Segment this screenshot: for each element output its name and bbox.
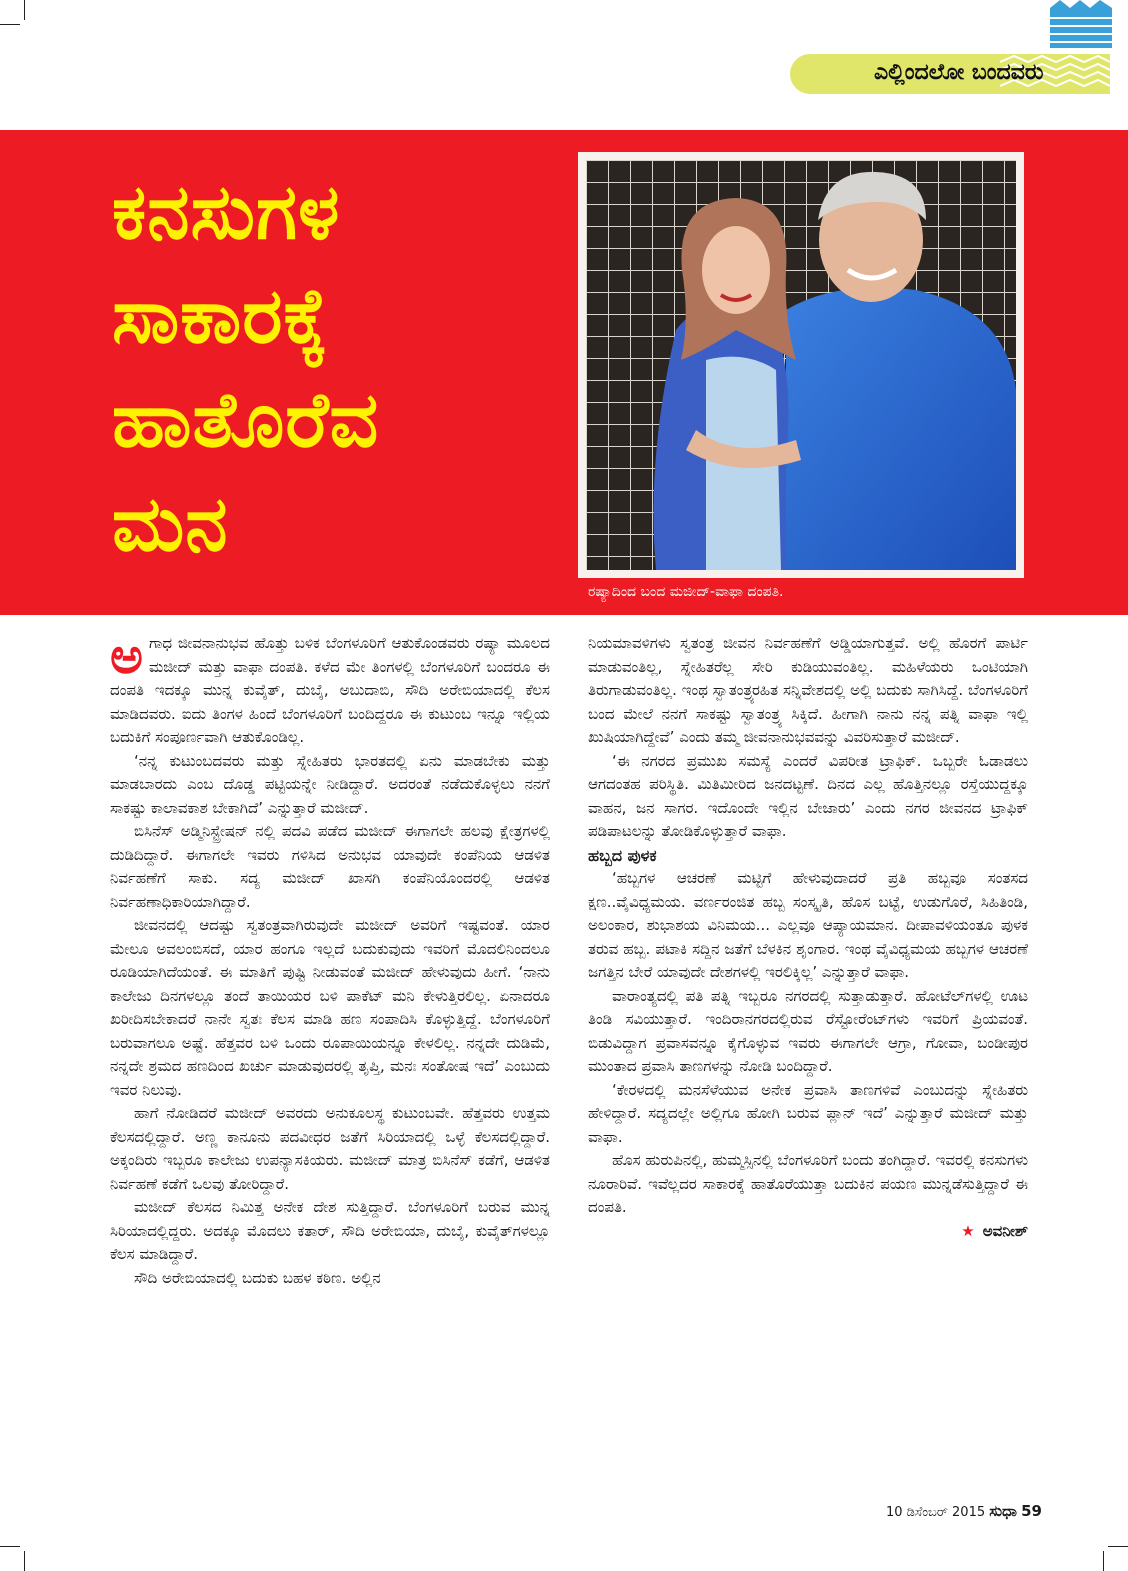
crop-mark bbox=[0, 1546, 20, 1547]
crop-mark bbox=[1103, 1551, 1104, 1571]
article-paragraph: ‘ಹಬ್ಬಗಳ ಆಚರಣೆ ಮಟ್ಟಿಗೆ ಹೇಳುವುದಾದರೆ ಪ್ರತಿ ಹಬ್ಬವೂ ಸಂತಸದ ಕ್ಷಣ..ವೈವಿಧ್ಯಮಯ. ವರ್ಣರಂಜಿತ ಹಬ್ಬ ಸಂಸ್ಕೃತಿ, ಹೊಸ ಬಟ್ಟೆ, ಉಡುಗೊರೆ, ಸಿಹಿತಿಂಡಿ, ಅಲಂಕಾರ, ಶುಭಾಶಯ ವಿನಿಮಯ... ಎಲ್ಲವೂ ಆಪ್ಯಾಯಮಾನ. ದೀಪಾವಳಿಯಂತೂ ಪುಳಕ ತರುವ ಹಬ್ಬ. ಪಟಾಕಿ ಸದ್ದಿನ ಜತೆಗೆ ಬೆಳಕಿನ ಶೃಂಗಾರ. ಇಂಥ ವೈವಿಧ್ಯಮಯ ಹಬ್ಬಗಳ ಆಚರಣೆ ಜಗತ್ತಿನ ಬೇರೆ ಯಾವುದೇ ದೇಶಗಳಲ್ಲಿ ಇರಲಿಕ್ಕಿಲ್ಲ’ ಎನ್ನುತ್ತಾರೆ ವಾಫಾ. bbox=[588, 869, 1028, 981]
page-footer bbox=[886, 1502, 1042, 1520]
article-paragraph: ‘ಈ ನಗರದ ಪ್ರಮುಖ ಸಮಸ್ಯೆ ಎಂದರೆ ವಿಪರೀತ ಟ್ರಾಫಿಕ್. ಒಬ್ಬರೇ ಓಡಾಡಲು ಆಗದಂತಹ ಪರಿಸ್ಥಿತಿ. ಮಿತಿಮೀರಿದ ಜನದಟ್ಟಣೆ. ದಿನದ ಎಲ್ಲ ಹೊತ್ತಿನಲ್ಲೂ ರಸ್ತೆಯುದ್ದಕ್ಕೂ ವಾಹನ, ಜನ ಸಾಗರ. ಇದೊಂದೇ ಇಲ್ಲಿನ ಬೇಜಾರು’ ಎಂದು ನಗರ ಜೀವನದ ಟ್ರಾಫಿಕ್ ಪಡಿಪಾಟಲನ್ನು ತೋಡಿಕೊಳ್ಳುತ್ತಾರೆ ವಾಫಾ. bbox=[588, 751, 1028, 840]
paragraph-text: ಗಾಧ ಜೀವನಾನುಭವ ಹೊತ್ತು ಬಳಿಕ ಬೆಂಗಳೂರಿಗೆ ಆತುಕೊಂಡವರು ರಷ್ಯಾ ಮೂಲದ ಮಜೀದ್ ಮತ್ತು ವಾಫಾ ದಂಪತಿ. ಕಳೆದ ಮೇ ತಿಂಗಳಲ್ಲಿ ಬೆಂಗಳೂರಿಗೆ ಬಂದರೂ ಈ ದಂಪತಿ ಇದಕ್ಕೂ ಮುನ್ನ ಕುವೈತ್, ದುಬೈ, ಅಬುದಾಬಿ, ಸೌದಿ ಅರೇಬಿಯಾದಲ್ಲಿ ಕೆಲಸ ಮಾಡಿದವರು. ಐದು ತಿಂಗಳ ಹಿಂದೆ ಬೆಂಗಳೂರಿಗೆ ಬಂದಿದ್ದರೂ ಈ ಕುಟುಂಬ ಇನ್ನೂ ಇಲ್ಲಿಯ ಬದುಕಿಗೆ ಸಂಪೂರ್ಣವಾಗಿ ಆತುಕೊಂಡಿಲ್ಲ. bbox=[110, 634, 550, 746]
headline-line: ಮನ bbox=[112, 479, 229, 568]
section-tag-label: ಎಲ್ಲಿಂದಲೋ ಬಂದವರು bbox=[874, 60, 1044, 85]
article-column-right bbox=[588, 632, 1028, 1243]
star-icon: ★ bbox=[961, 1221, 975, 1240]
crop-mark bbox=[24, 1551, 25, 1571]
magazine-name: ಸುಧಾ bbox=[989, 1502, 1017, 1520]
page-number: 59 bbox=[1021, 1502, 1042, 1520]
author-byline bbox=[588, 1220, 1028, 1244]
article-paragraph: ಹಾಗೆ ನೋಡಿದರೆ ಮಜೀದ್ ಅವರದು ಅನುಕೂಲಸ್ಥ ಕುಟುಂಬವೇ. ಹೆತ್ತವರು ಉತ್ತಮ ಕೆಲಸದಲ್ಲಿದ್ದಾರೆ. ಅಣ್ಣ ಕಾನೂನು ಪದವೀಧರ ಜತೆಗೆ ಸಿರಿಯಾದಲ್ಲಿ ಒಳ್ಳೆ ಕೆಲಸದಲ್ಲಿದ್ದಾರೆ. ಅಕ್ಕಂದಿರು ಇಬ್ಬರೂ ಕಾಲೇಜು ಉಪನ್ಯಾಸಕಿಯರು. ಮಜೀದ್ ಮಾತ್ರ ಬಿಸಿನೆಸ್ ಕಡೆಗೆ, ಆಡಳಿತ ನಿರ್ವಹಣೆ ಕಡೆಗೆ ಒಲವು ತೋರಿದ್ದಾರೆ. bbox=[110, 1104, 550, 1193]
drop-cap: ಅ bbox=[110, 627, 143, 685]
article-column-left bbox=[110, 627, 550, 1290]
article-paragraph: ಹೊಸ ಹುರುಪಿನಲ್ಲಿ, ಹುಮ್ಮಸ್ಸಿನಲ್ಲಿ ಬೆಂಗಳೂರಿಗೆ ಬಂದು ತಂಗಿದ್ದಾರೆ. ಇವರಲ್ಲಿ ಕನಸುಗಳು ನೂರಾರಿವೆ. ಇವೆಲ್ಲದರ ಸಾಕಾರಕ್ಕೆ ಹಾತೊರೆಯುತ್ತಾ ಬದುಕಿನ ಪಯಣ ಮುನ್ನಡೆಸುತ್ತಿದ್ದಾರೆ ಈ ದಂಪತಿ. bbox=[588, 1151, 1028, 1216]
article-paragraph: ‘ಕೇರಳದಲ್ಲಿ ಮನಸೆಳೆಯುವ ಅನೇಕ ಪ್ರವಾಸಿ ತಾಣಗಳಿವೆ ಎಂಬುದನ್ನು ಸ್ನೇಹಿತರು ಹೇಳಿದ್ದಾರೆ. ಸದ್ಯದಲ್ಲೇ ಅಲ್ಲಿಗೂ ಹೋಗಿ ಬರುವ ಪ್ಲಾನ್ ಇದೆ’ ಎನ್ನುತ್ತಾರೆ ಮಜೀದ್ ಮತ್ತು ವಾಫಾ. bbox=[588, 1080, 1028, 1146]
issue-date: 10 ಡಿಸೆಂಬರ್ 2015 bbox=[885, 1505, 986, 1520]
article-paragraph: ಬಿಸಿನೆಸ್ ಅಡ್ಮಿನಿಸ್ಟ್ರೇಷನ್ ನಲ್ಲಿ ಪದವಿ ಪಡೆದ ಮಜೀದ್ ಈಗಾಗಲೇ ಹಲವು ಕ್ಷೇತ್ರಗಳಲ್ಲಿ ದುಡಿದಿದ್ದಾರೆ. ಈಗಾಗಲೇ ಇವರು ಗಳಿಸಿದ ಅನುಭವ ಯಾವುದೇ ಕಂಪೆನಿಯ ಆಡಳಿತ ನಿರ್ವಹಣೆಗೆ ಸಾಕು. ಸದ್ಯ ಮಜೀದ್ ಖಾಸಗಿ ಕಂಪೆನಿಯೊಂದರಲ್ಲಿ ಆಡಳಿತ ನಿರ್ವಹಣಾಧಿಕಾರಿಯಾಗಿದ್ದಾರೆ. bbox=[110, 822, 550, 911]
article-subheading: ಹಬ್ಬದ ಪುಳಕ bbox=[588, 845, 657, 865]
section-tag bbox=[790, 54, 1110, 94]
crop-mark bbox=[1108, 1546, 1128, 1547]
article-paragraph: ನಿಯಮಾವಳಿಗಳು ಸ್ವತಂತ್ರ ಜೀವನ ನಿರ್ವಹಣೆಗೆ ಅಡ್ಡಿಯಾಗುತ್ತವೆ. ಅಲ್ಲಿ ಹೊರಗೆ ಪಾರ್ಟಿ ಮಾಡುವಂತಿಲ್ಲ, ಸ್ನೇಹಿತರೆಲ್ಲ ಸೇರಿ ಕುಡಿಯುವಂತಿಲ್ಲ. ಮಹಿಳೆಯರು ಒಂಟಿಯಾಗಿ ತಿರುಗಾಡುವಂತಿಲ್ಲ. ಇಂಥ ಸ್ವಾತಂತ್ರ್ಯರಹಿತ ಸನ್ನಿವೇಶದಲ್ಲಿ ಅಲ್ಲಿ ಬದುಕು ಸಾಗಿಸಿದ್ದೆ. ಬೆಂಗಳೂರಿಗೆ ಬಂದ ಮೇಲೆ ನನಗೆ ಸಾಕಷ್ಟು ಸ್ವಾತಂತ್ರ್ಯ ಸಿಕ್ಕಿದೆ. ಹೀಗಾಗಿ ನಾನು ನನ್ನ ಪತ್ನಿ ವಾಫಾ ಇಲ್ಲಿ ಖುಷಿಯಾಗಿದ್ದೇವೆ’ ಎಂದು ತಮ್ಮ ಜೀವನಾನುಭವವನ್ನು ವಿವರಿಸುತ್ತಾರೆ ಮಜೀದ್. bbox=[588, 634, 1028, 746]
article-paragraph bbox=[110, 627, 550, 750]
article-paragraph: ವಾರಾಂತ್ಯದಲ್ಲಿ ಪತಿ ಪತ್ನಿ ಇಬ್ಬರೂ ನಗರದಲ್ಲಿ ಸುತ್ತಾಡುತ್ತಾರೆ. ಹೋಟೆಲ್‌ಗಳಲ್ಲಿ ಊಟ ತಿಂಡಿ ಸವಿಯುತ್ತಾರೆ. ಇಂದಿರಾನಗರದಲ್ಲಿರುವ ರೆಸ್ಟೋರೆಂಟ್‌ಗಳು ಇವರಿಗೆ ಪ್ರಿಯವಂತೆ. ಬಿಡುವಿದ್ದಾಗ ಪ್ರವಾಸವನ್ನೂ ಕೈಗೊಳ್ಳುವ ಇವರು ಈಗಾಗಲೇ ಆಗ್ರಾ, ಗೋವಾ, ಬಂಡೀಪುರ ಮುಂತಾದ ಪ್ರವಾಸಿ ತಾಣಗಳನ್ನು ನೋಡಿ ಬಂದಿದ್ದಾರೆ. bbox=[588, 986, 1028, 1075]
article-paragraph: ಮಜೀದ್ ಕೆಲಸದ ನಿಮಿತ್ತ ಅನೇಕ ದೇಶ ಸುತ್ತಿದ್ದಾರೆ. ಬೆಂಗಳೂರಿಗೆ ಬರುವ ಮುನ್ನ ಸಿರಿಯಾದಲ್ಲಿದ್ದರು. ಅದಕ್ಕೂ ಮೊದಲು ಕತಾರ್, ಸೌದಿ ಅರೇಬಿಯಾ, ದುಬೈ, ಕುವೈತ್‌ಗಳಲ್ಲೂ ಕೆಲಸ ಮಾಡಿದ್ದಾರೆ. bbox=[110, 1198, 550, 1263]
headline-line: ಕನಸುಗಳ bbox=[112, 167, 341, 256]
crop-mark bbox=[24, 0, 25, 20]
couple-photo bbox=[586, 160, 1016, 570]
article-paragraph: ಜೀವನದಲ್ಲಿ ಆದಷ್ಟು ಸ್ವತಂತ್ರವಾಗಿರುವುದೇ ಮಜೀದ್ ಅವರಿಗೆ ಇಷ್ಟವಂತೆ. ಯಾರ ಮೇಲೂ ಅವಲಂಬಿಸದೆ, ಯಾರ ಹಂಗೂ ಇಲ್ಲದೆ ಬದುಕುವುದು ಇವರಿಗೆ ಮೊದಲಿನಿಂದಲೂ ರೂಡಿಯಾಗಿದೆಯಂತೆ. ಈ ಮಾತಿಗೆ ಪುಷ್ಟಿ ನೀಡುವಂತೆ ಮಜೀದ್ ಹೇಳುವುದು ಹೀಗೆ. ‘ನಾನು ಕಾಲೇಜು ದಿನಗಳಲ್ಲೂ ತಂದೆ ತಾಯಿಯರ ಬಳಿ ಪಾಕೆಟ್ ಮನಿ ಕೇಳುತ್ತಿರಲಿಲ್ಲ. ಏನಾದರೂ ಖರೀದಿಸಬೇಕಾದರೆ ನಾನೇ ಸ್ವತಃ ಕೆಲಸ ಮಾಡಿ ಹಣ ಸಂಪಾದಿಸಿ ಕೊಳ್ಳುತ್ತಿದ್ದೆ. ಬೆಂಗಳೂರಿಗೆ ಬರುವಾಗಲೂ ಅಷ್ಟೆ. ಹೆತ್ತವರ ಬಳಿ ಒಂದು ರೂಪಾಯಿಯನ್ನೂ ಕೇಳಲಿಲ್ಲ. ನನ್ನದೇ ದುಡಿಮೆ, ನನ್ನದೇ ಶ್ರಮದ ಹಣದಿಂದ ಖರ್ಚು ಮಾಡುವುದರಲ್ಲಿ ತೃಪ್ತಿ, ಮನಃ ಸಂತೋಷ ಇದೆ’ ಎಂಬುದು ಇವರ ನಿಲುವು. bbox=[110, 916, 550, 1099]
author-name: ಅವನೀಶ್ bbox=[982, 1221, 1028, 1240]
headline-line: ಸಾಕಾರಕ್ಕೆ bbox=[112, 271, 329, 360]
photo-caption: ರಷ್ಯಾದಿಂದ ಬಂದ ಮಜೀದ್-ವಾಫಾ ದಂಪತಿ. bbox=[588, 584, 784, 600]
article-paragraph: ಸೌದಿ ಅರೇಬಿಯಾದಲ್ಲಿ ಬದುಕು ಬಹಳ ಕಠಿಣ. ಅಲ್ಲಿನ bbox=[134, 1268, 381, 1287]
article-paragraph: ‘ನನ್ನ ಕುಟುಂಬದವರು ಮತ್ತು ಸ್ನೇಹಿತರು ಭಾರತದಲ್ಲಿ ಏನು ಮಾಡಬೇಕು ಮತ್ತು ಮಾಡಬಾರದು ಎಂಬ ದೊಡ್ಡ ಪಟ್ಟಿಯನ್ನೇ ನೀಡಿದ್ದಾರೆ. ಅದರಂತೆ ನಡೆದುಕೊಳ್ಳಲು ನನಗೆ ಸಾಕಷ್ಟು ಕಾಲಾವಕಾಶ ಬೇಕಾಗಿದೆ’ ಎನ್ನುತ್ತಾರೆ ಮಜೀದ್. bbox=[110, 751, 550, 817]
headline-line: ಹಾತೊರೆವ bbox=[112, 375, 380, 464]
crop-mark bbox=[0, 24, 20, 25]
headline bbox=[112, 160, 552, 576]
section-logo-icon bbox=[1050, 0, 1112, 48]
